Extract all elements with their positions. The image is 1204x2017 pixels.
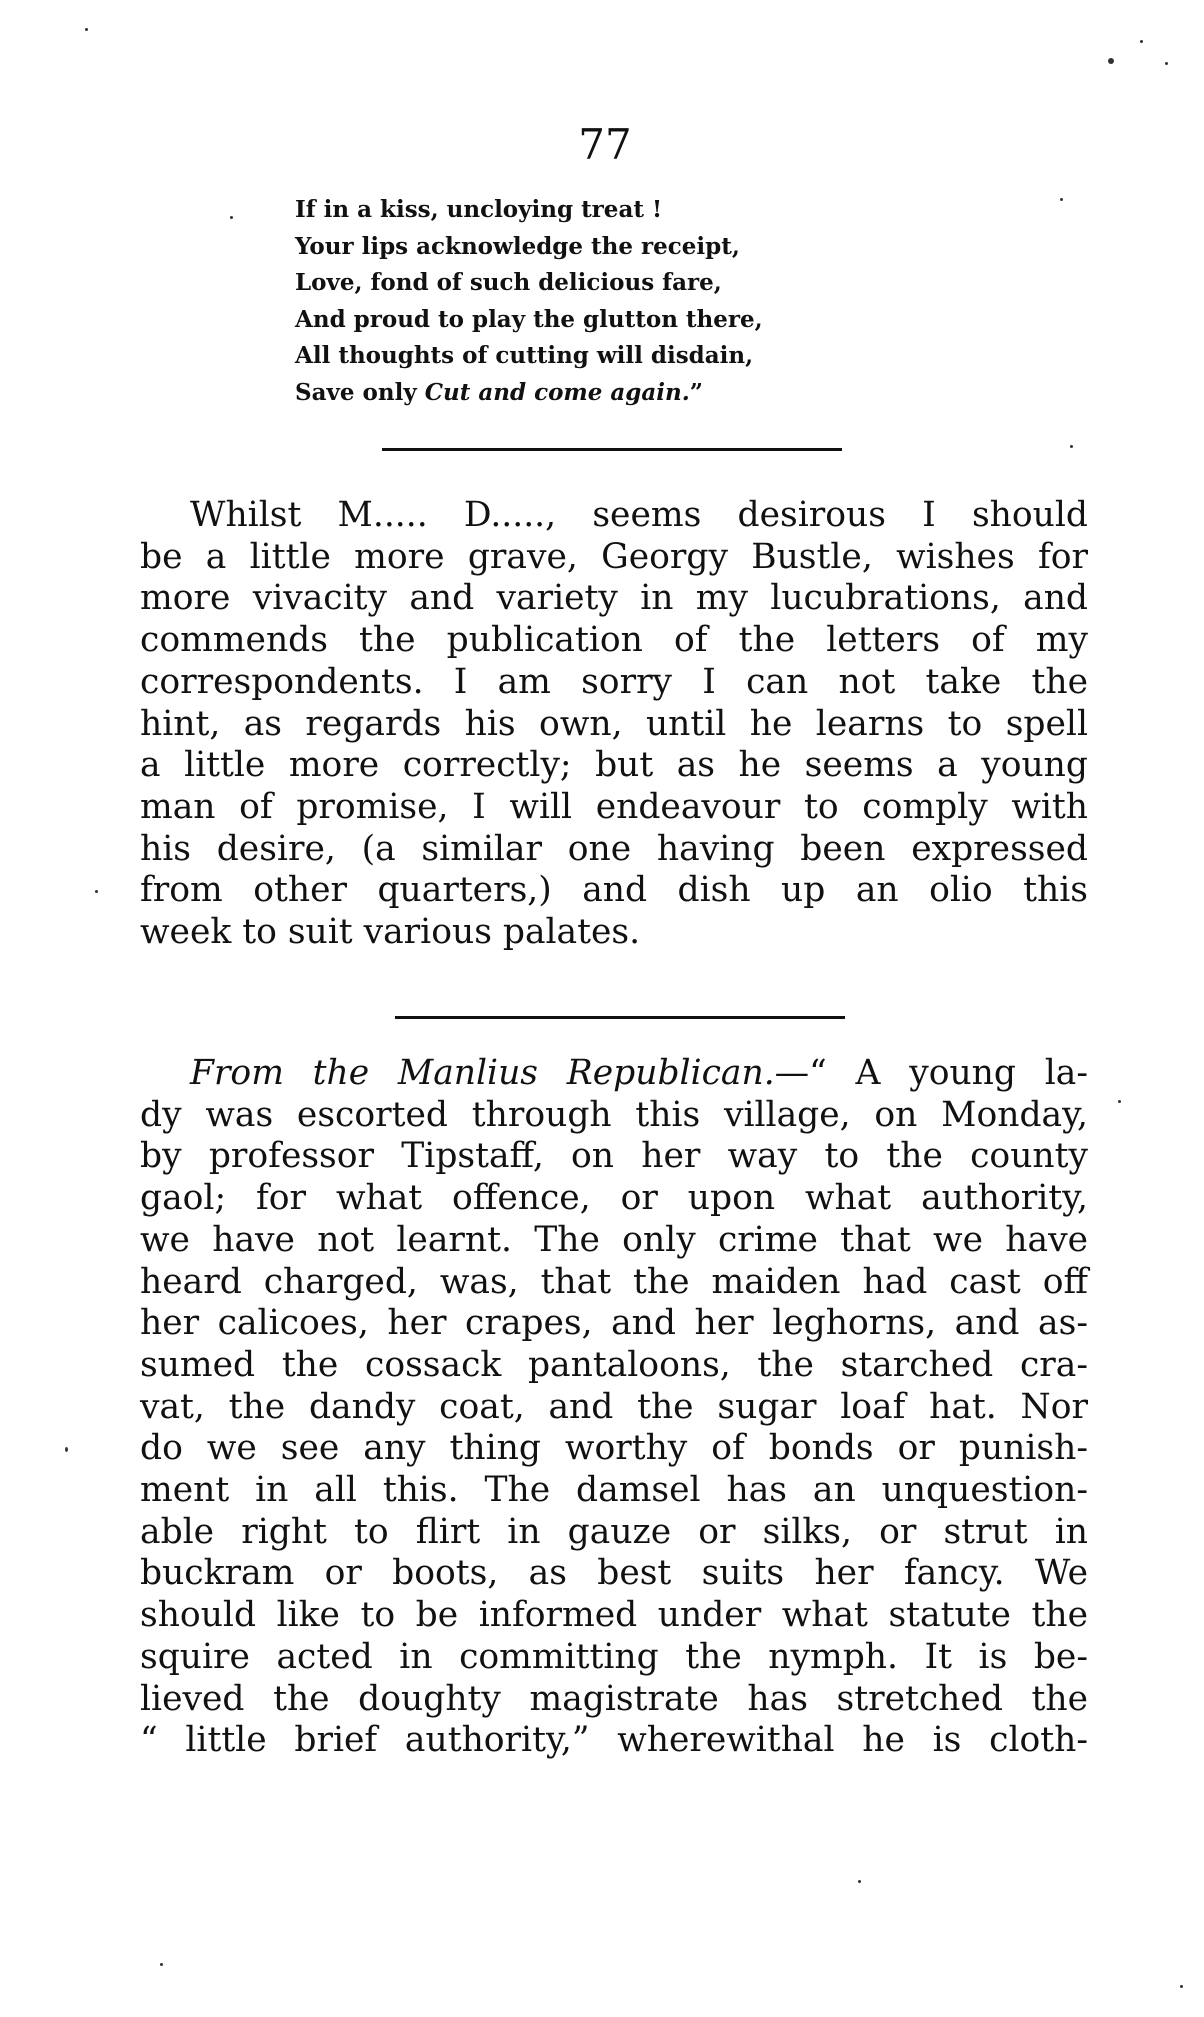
- text-line: more vivacity and variety in my lucubrations, and: [140, 578, 1088, 619]
- text-line-first: [140, 1053, 1088, 1095]
- text-line: sumed the cossack pantaloons, the starched cra-: [140, 1344, 1088, 1385]
- text-line: squire acted in committing the nymph. It is be-: [140, 1636, 1088, 1677]
- text-line: buckram or boots, as best suits her fancy. We: [140, 1553, 1088, 1594]
- scan-speck: [1118, 1100, 1121, 1103]
- text-line: should like to be informed under what statute the: [140, 1595, 1088, 1636]
- text-line: man of promise, I will endeavour to comply with: [140, 786, 1088, 827]
- text-line-rest: —“ A young la-: [774, 1053, 1088, 1093]
- scan-speck: [160, 1963, 163, 1966]
- section-divider: [395, 1016, 845, 1019]
- poem-line: Your lips acknowledge the receipt,: [295, 232, 740, 260]
- poem-line-close-quote: ”: [689, 378, 703, 406]
- scan-speck: [1165, 62, 1168, 65]
- text-line: his desire, (a similar one having been expressed: [140, 828, 1088, 869]
- scan-speck: [1180, 1985, 1183, 1988]
- paragraph-whilst: [140, 495, 1088, 954]
- text-line: from other quarters,) and dish up an olio this: [140, 870, 1088, 911]
- poem-line-last: [295, 375, 935, 412]
- scan-speck: [85, 28, 88, 31]
- text-line: correspondents. I am sorry I can not take the: [140, 661, 1088, 702]
- text-line: we have not learnt. The only crime that we have: [140, 1219, 1088, 1260]
- poem-line: And proud to play the glutton there,: [295, 305, 763, 333]
- poem-line: All thoughts of cutting will disdain,: [295, 342, 754, 369]
- text-line: do we see any thing worthy of bonds or punish-: [140, 1428, 1088, 1469]
- scan-speck: [858, 1880, 861, 1883]
- scan-speck: [230, 216, 233, 219]
- source-title: From the Manlius Republican.: [190, 1053, 775, 1093]
- paragraph-manlius: [140, 1053, 1088, 1762]
- scan-speck: [1108, 58, 1114, 64]
- text-line: her calicoes, her crapes, and her leghorns, and as-: [140, 1303, 1088, 1344]
- text-line: week to suit various palates.: [140, 912, 641, 953]
- text-line: vat, the dandy coat, and the sugar loaf hat. Nor: [140, 1386, 1088, 1427]
- text-line: commends the publication of the letters of my: [140, 620, 1088, 661]
- text-line: a little more correctly; but as he seems a young: [140, 745, 1088, 786]
- scan-speck: [95, 890, 98, 893]
- scan-speck: [1060, 198, 1063, 201]
- text-line: lieved the doughty magistrate has stretched the: [140, 1678, 1088, 1719]
- poem-line-italic: Cut and come again.: [424, 378, 690, 406]
- text-line: gaol; for what offence, or upon what authority,: [140, 1178, 1088, 1219]
- page-number: 77: [578, 120, 632, 169]
- poem-line: Love, fond of such delicious fare,: [295, 269, 722, 296]
- text-line: be a little more grave, Georgy Bustle, wishes for: [140, 536, 1088, 577]
- scan-speck: [1140, 40, 1143, 43]
- text-line: Whilst M..... D....., seems desirous I should: [190, 495, 1088, 535]
- scan-speck: [1070, 445, 1073, 448]
- text-line: ment in all this. The damsel has an unquestion-: [140, 1470, 1088, 1511]
- text-line: “ little brief authority,” wherewithal he is cloth-: [140, 1720, 1088, 1761]
- text-line: hint, as regards his own, until he learns to spell: [140, 703, 1088, 744]
- section-divider: [382, 448, 842, 451]
- poem-line: If in a kiss, uncloying treat !: [295, 196, 663, 223]
- poem-line-lead: Save only: [295, 378, 425, 406]
- text-line: able right to flirt in gauze or silks, or strut in: [140, 1511, 1088, 1552]
- poem-stanza: [295, 192, 935, 411]
- text-line: by professor Tipstaff, on her way to the county: [140, 1136, 1088, 1177]
- text-line: dy was escorted through this village, on Monday,: [140, 1094, 1088, 1135]
- scan-speck: [65, 1447, 68, 1452]
- text-line: heard charged, was, that the maiden had cast off: [140, 1261, 1088, 1302]
